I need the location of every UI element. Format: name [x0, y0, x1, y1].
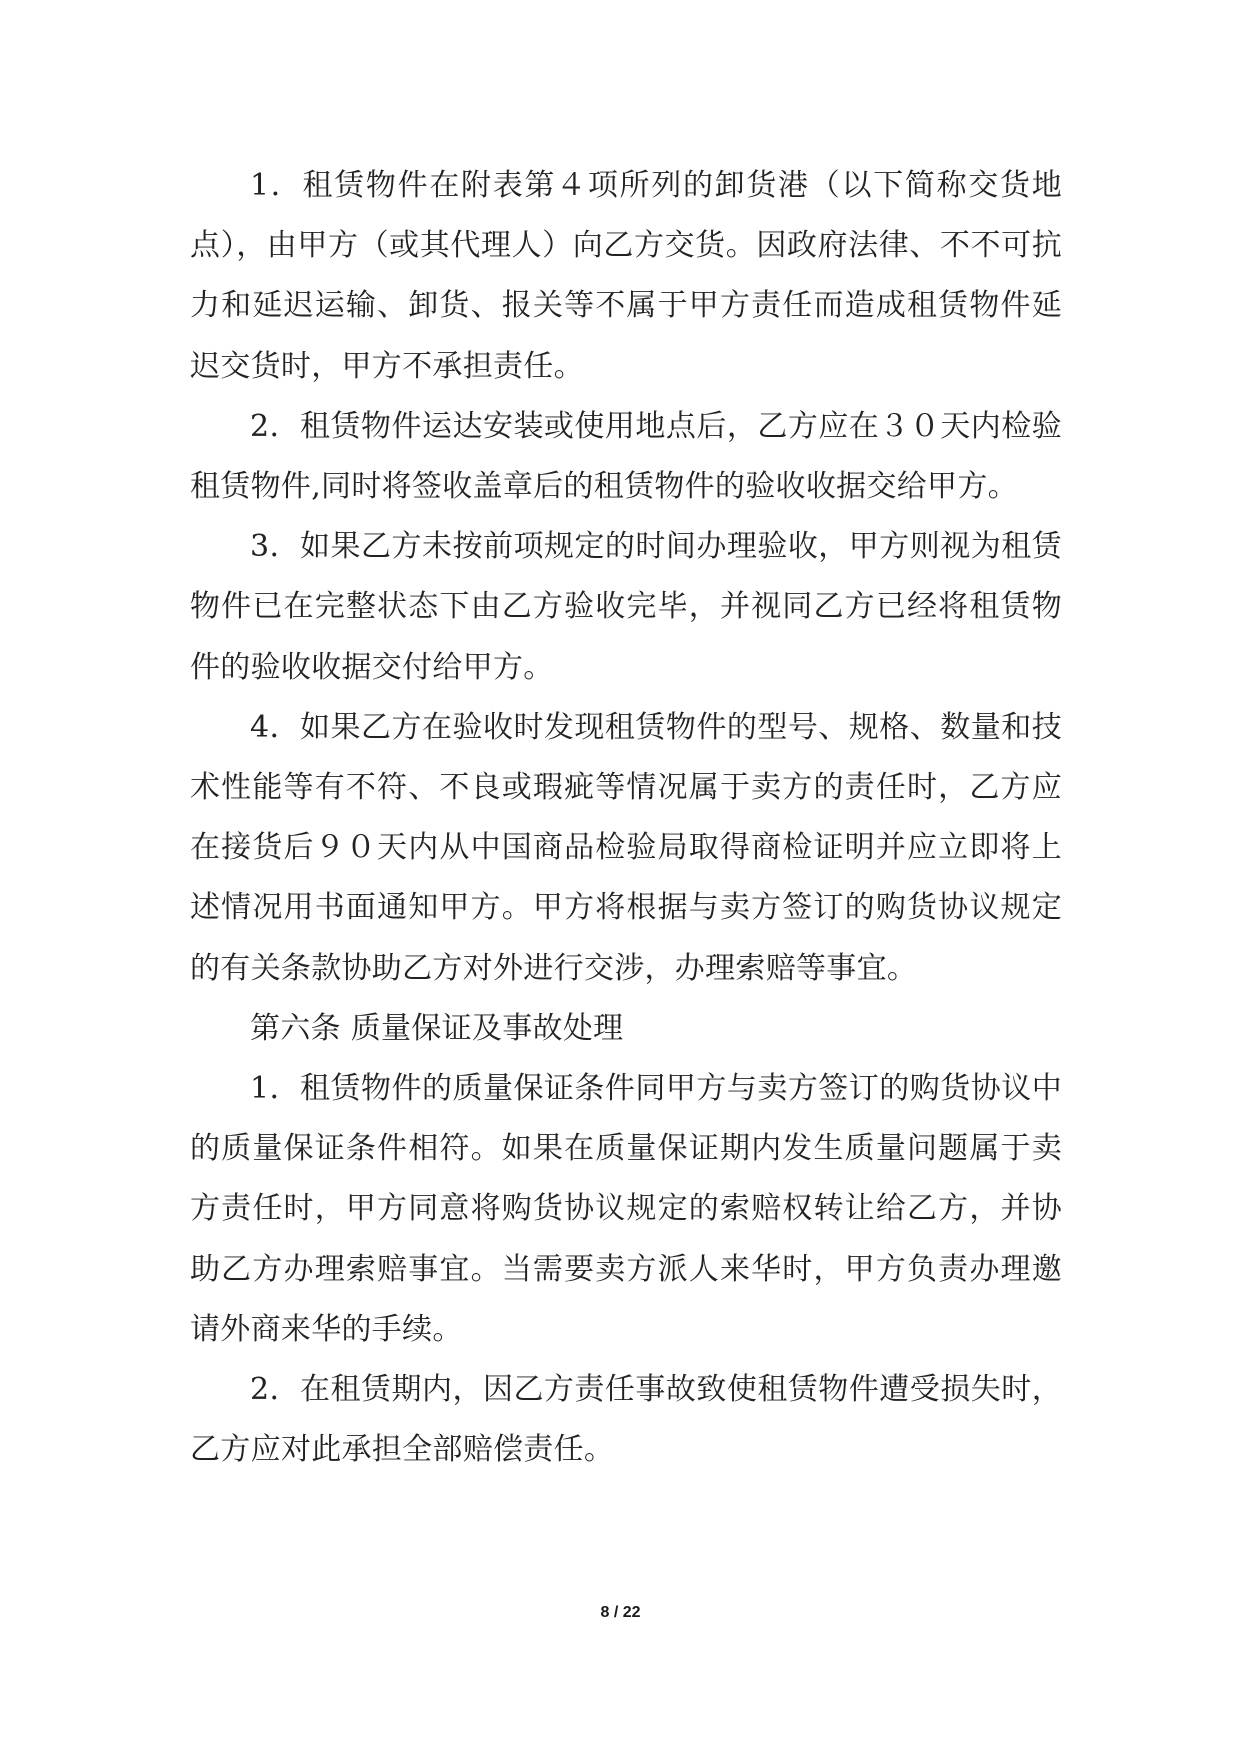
- article-6-clause-1-paragraph: 1．租赁物件的质量保证条件同甲方与卖方签订的购货协议中的质量保证条件相符。如果在质量保证期内发生质量问题属于卖方责任时，甲方同意将购货协议规定的索赔权转让给乙方，并协助乙方办理索赔事宜。当需要卖方派人来华时，甲方负责办理邀请外商来华的手续。: [190, 1071, 1062, 1347]
- document-body: [190, 156, 1062, 1480]
- clause-1-delivery-paragraph: 1．租赁物件在附表第４项所列的卸货港（以下简称交货地点），由甲方（或其代理人）向乙方交货。因政府法律、不不可抗力和延迟运输、卸货、报关等不属于甲方责任而造成租赁物件延迟交货时，甲方不承担责任。: [190, 168, 1062, 384]
- page-number: 8 / 22: [600, 1604, 641, 1621]
- clause-2-inspection-paragraph: 2．租赁物件运达安装或使用地点后，乙方应在３０天内检验租赁物件,同时将签收盖章后的租赁物件的验收收据交给甲方。: [190, 408, 1062, 505]
- article-6-heading: 第六条 质量保证及事故处理: [250, 1010, 624, 1046]
- clause-4-defect-paragraph: 4．如果乙方在验收时发现租赁物件的型号、规格、数量和技术性能等有不符、不良或瑕疵等情况属于卖方的责任时，乙方应在接货后９０天内从中国商品检验局取得商检证明并应立即将上述情况用书面通知甲方。甲方将根据与卖方签订的购货协议规定的有关条款协助乙方对外进行交涉，办理索赔等事宜。: [190, 709, 1062, 986]
- clause-3-acceptance-paragraph: 3．如果乙方未按前项规定的时间办理验收，甲方则视为租赁物件已在完整状态下由乙方验收完毕，并视同乙方已经将租赁物件的验收收据交付给甲方。: [190, 529, 1062, 685]
- article-6-clause-2-paragraph: 2．在租赁期内，因乙方责任事故致使租赁物件遭受损失时，乙方应对此承担全部赔偿责任。: [190, 1372, 1062, 1468]
